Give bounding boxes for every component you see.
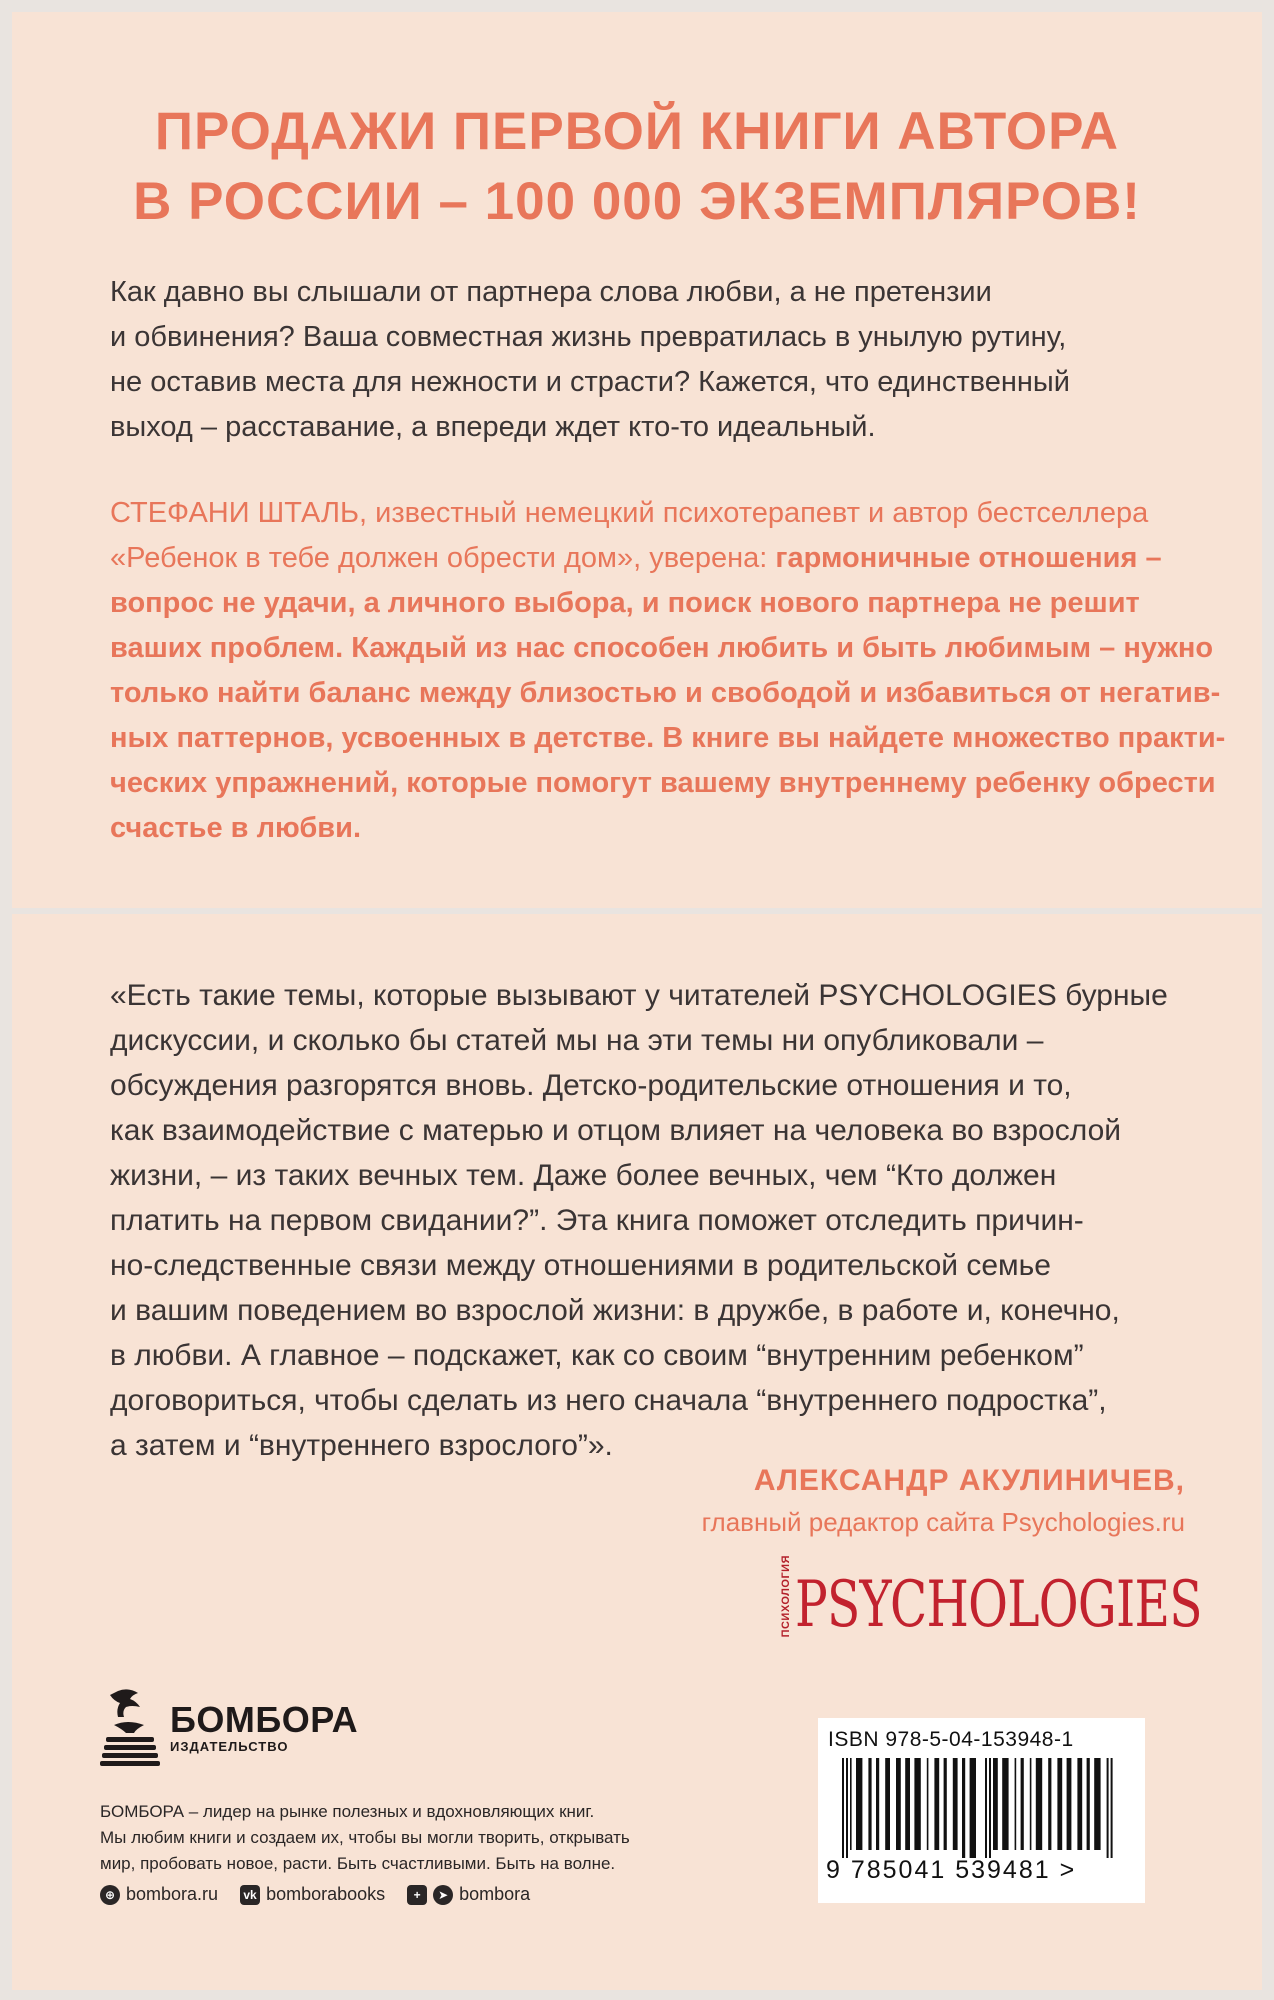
psychologies-logo-big: PSYCHOLOGIES bbox=[795, 1568, 1202, 1643]
bombora-subtitle: ИЗДАТЕЛЬСТВО bbox=[170, 1738, 289, 1754]
author-line: ных паттернов, усвоенных в детстве. В книге вы найдете множество практи- bbox=[110, 722, 1226, 754]
link-social[interactable] bbox=[407, 1884, 530, 1905]
author-line: ческих упражнений, которые помогут вашему внутреннему ребенку обрести bbox=[110, 767, 1216, 799]
author-line: счастье в любви. bbox=[110, 812, 362, 844]
intro-line: Как давно вы слышали от партнера слова любви, а не претензии bbox=[110, 276, 992, 308]
psychologies-logo bbox=[780, 1555, 1202, 1643]
link-vk[interactable] bbox=[240, 1884, 385, 1905]
desc-line: БОМБОРА – лидер на рынке полезных и вдохновляющих книг. bbox=[100, 1802, 595, 1821]
barcode-bar bbox=[1021, 1758, 1024, 1850]
quote-line: «Есть такие темы, которые вызывают у читателей PSYCHOLOGIES бурные bbox=[110, 979, 1168, 1012]
barcode-bar bbox=[944, 1758, 947, 1850]
author-line: ваших проблем. Каждый из нас способен любить и быть любимым – нужно bbox=[110, 632, 1214, 664]
barcode-bar bbox=[1002, 1758, 1008, 1850]
barcode-bar bbox=[934, 1758, 939, 1850]
quote-line: договориться, чтобы сделать из него сначала “внутреннего подростка”, bbox=[110, 1384, 1107, 1417]
barcode-bar bbox=[985, 1758, 987, 1858]
quote-line: дискуссии, и сколько бы статей мы на эти темы ни опубликовали – bbox=[110, 1024, 1044, 1057]
vk-text: bomborabooks bbox=[266, 1884, 386, 1904]
barcode-bar bbox=[1087, 1758, 1090, 1850]
barcode-bar bbox=[856, 1758, 862, 1850]
quote-line: жизни, – из таких вечных тем. Даже более вечных, чем “Кто должен bbox=[110, 1159, 1057, 1192]
barcode-bar bbox=[953, 1758, 958, 1850]
author-name: СТЕФАНИ ШТАЛЬ bbox=[110, 497, 360, 529]
bold-text: гармоничные отношения – bbox=[775, 542, 1162, 574]
barcode-bar bbox=[927, 1758, 929, 1850]
barcode-bar bbox=[1111, 1758, 1113, 1858]
barcode-bar bbox=[876, 1758, 879, 1850]
author-paragraph bbox=[110, 491, 1226, 851]
barcode-bar bbox=[1036, 1758, 1042, 1850]
barcode-bar bbox=[850, 1758, 852, 1850]
quote-line: но-следственные связи между отношениями в родительской семье bbox=[110, 1249, 1051, 1282]
quote-line: как взаимодействие с матерью и отцом влияет на человека во взрослой bbox=[110, 1114, 1122, 1147]
quote-line: платить на первом свидании?”. Эта книга поможет отследить причин- bbox=[110, 1204, 1084, 1237]
website-text: bombora.ru bbox=[126, 1884, 219, 1904]
social-text: bombora bbox=[459, 1884, 531, 1904]
publisher-links bbox=[100, 1884, 552, 1905]
globe-icon: ⊕ bbox=[100, 1885, 120, 1905]
headline-line-2: В РОССИИ – 100 000 ЭКЗЕМПЛЯРОВ! bbox=[133, 172, 1141, 231]
bombora-wordmark bbox=[170, 1698, 359, 1754]
barcode-bar bbox=[989, 1758, 991, 1858]
barcode-bar bbox=[993, 1758, 998, 1850]
quote-line: обсуждения разгорятся вновь. Детско-родительские отношения и то, bbox=[110, 1069, 1072, 1102]
bottom-panel bbox=[12, 914, 1262, 1990]
bombora-name: БОМБОРА bbox=[170, 1698, 359, 1740]
bombora-mark-icon bbox=[100, 1687, 162, 1767]
intro-line: не оставив места для нежности и страсти? Кажется, что единственный bbox=[110, 366, 1070, 398]
intro-paragraph bbox=[110, 270, 1190, 450]
barcode-bar bbox=[896, 1758, 901, 1850]
bombora-logo bbox=[100, 1687, 358, 1767]
barcode-bar bbox=[1067, 1758, 1072, 1850]
barcode-bar bbox=[868, 1758, 871, 1850]
quote-attribution bbox=[702, 1460, 1185, 1542]
headline-line-1: ПРОДАЖИ ПЕРВОЙ КНИГИ АВТОРА bbox=[154, 102, 1120, 161]
barcode-bar bbox=[1015, 1758, 1017, 1850]
top-panel bbox=[12, 12, 1262, 908]
author-line: вопрос не удачи, а личного выбора, и поиск нового партнера не решит bbox=[110, 587, 1140, 619]
barcode-bar bbox=[962, 1758, 965, 1858]
quote-line: а затем и “внутреннего взрослого”». bbox=[110, 1429, 613, 1462]
desc-line: Мы любим книги и создаем их, чтобы вы могли творить, открывать bbox=[100, 1828, 630, 1847]
book-mention: «Ребенок в тебе должен обрести дом», уверена: bbox=[110, 542, 776, 574]
barcode-bar bbox=[1030, 1758, 1032, 1850]
barcode-bar bbox=[885, 1758, 890, 1850]
isbn-barcode bbox=[818, 1718, 1145, 1903]
link-website[interactable] bbox=[100, 1884, 218, 1905]
attribution-role: главный редактор сайта Psychologies.ru bbox=[701, 1507, 1185, 1537]
attribution-name: АЛЕКСАНДР АКУЛИНИЧЕВ, bbox=[753, 1464, 1185, 1497]
isbn-digits: 9 785041 539481 > bbox=[826, 1856, 1077, 1884]
desc-line: мир, пробовать новое, расти. Быть счастливыми. Быть на волне. bbox=[100, 1854, 616, 1873]
headline bbox=[12, 97, 1262, 237]
barcode-bar bbox=[1057, 1758, 1062, 1850]
barcode-bar bbox=[905, 1758, 910, 1850]
barcode-bar bbox=[1094, 1758, 1100, 1850]
psychologies-logo-small: ПСИХОЛОГИЯ bbox=[780, 1555, 792, 1638]
plus-icon: + bbox=[407, 1885, 427, 1905]
review-quote bbox=[110, 973, 1210, 1468]
barcode-bar bbox=[842, 1758, 844, 1858]
telegram-icon: ➤ bbox=[433, 1885, 453, 1905]
author-line: только найти баланс между близостью и свободой и избавиться от негатив- bbox=[110, 677, 1221, 709]
author-desc: , известный немецкий психотерапевт и автор бестселлера bbox=[359, 497, 1149, 529]
vk-icon: vk bbox=[240, 1885, 260, 1905]
barcode-bar bbox=[846, 1758, 848, 1858]
publisher-description bbox=[100, 1799, 700, 1877]
quote-line: и вашим поведением во взрослой жизни: в дружбе, в работе и, конечно, bbox=[110, 1294, 1120, 1327]
barcode-bar bbox=[1077, 1758, 1082, 1850]
author-line bbox=[110, 536, 1190, 581]
intro-line: выход – расставание, а впереди ждет кто-то идеальный. bbox=[110, 411, 876, 443]
quote-line: в любви. А главное – подскажет, как со своим “внутренним ребенком” bbox=[110, 1339, 1084, 1372]
intro-line: и обвинения? Ваша совместная жизнь превратилась в унылую рутину, bbox=[110, 321, 1067, 353]
author-line bbox=[110, 491, 1190, 536]
barcode-bar bbox=[1048, 1758, 1051, 1850]
barcode-bar bbox=[970, 1758, 976, 1858]
isbn-label: ISBN 978-5-04-153948-1 bbox=[828, 1728, 1074, 1751]
barcode-bar bbox=[914, 1758, 920, 1850]
barcode-bar bbox=[1107, 1758, 1109, 1858]
barcode-bars bbox=[840, 1758, 1130, 1858]
